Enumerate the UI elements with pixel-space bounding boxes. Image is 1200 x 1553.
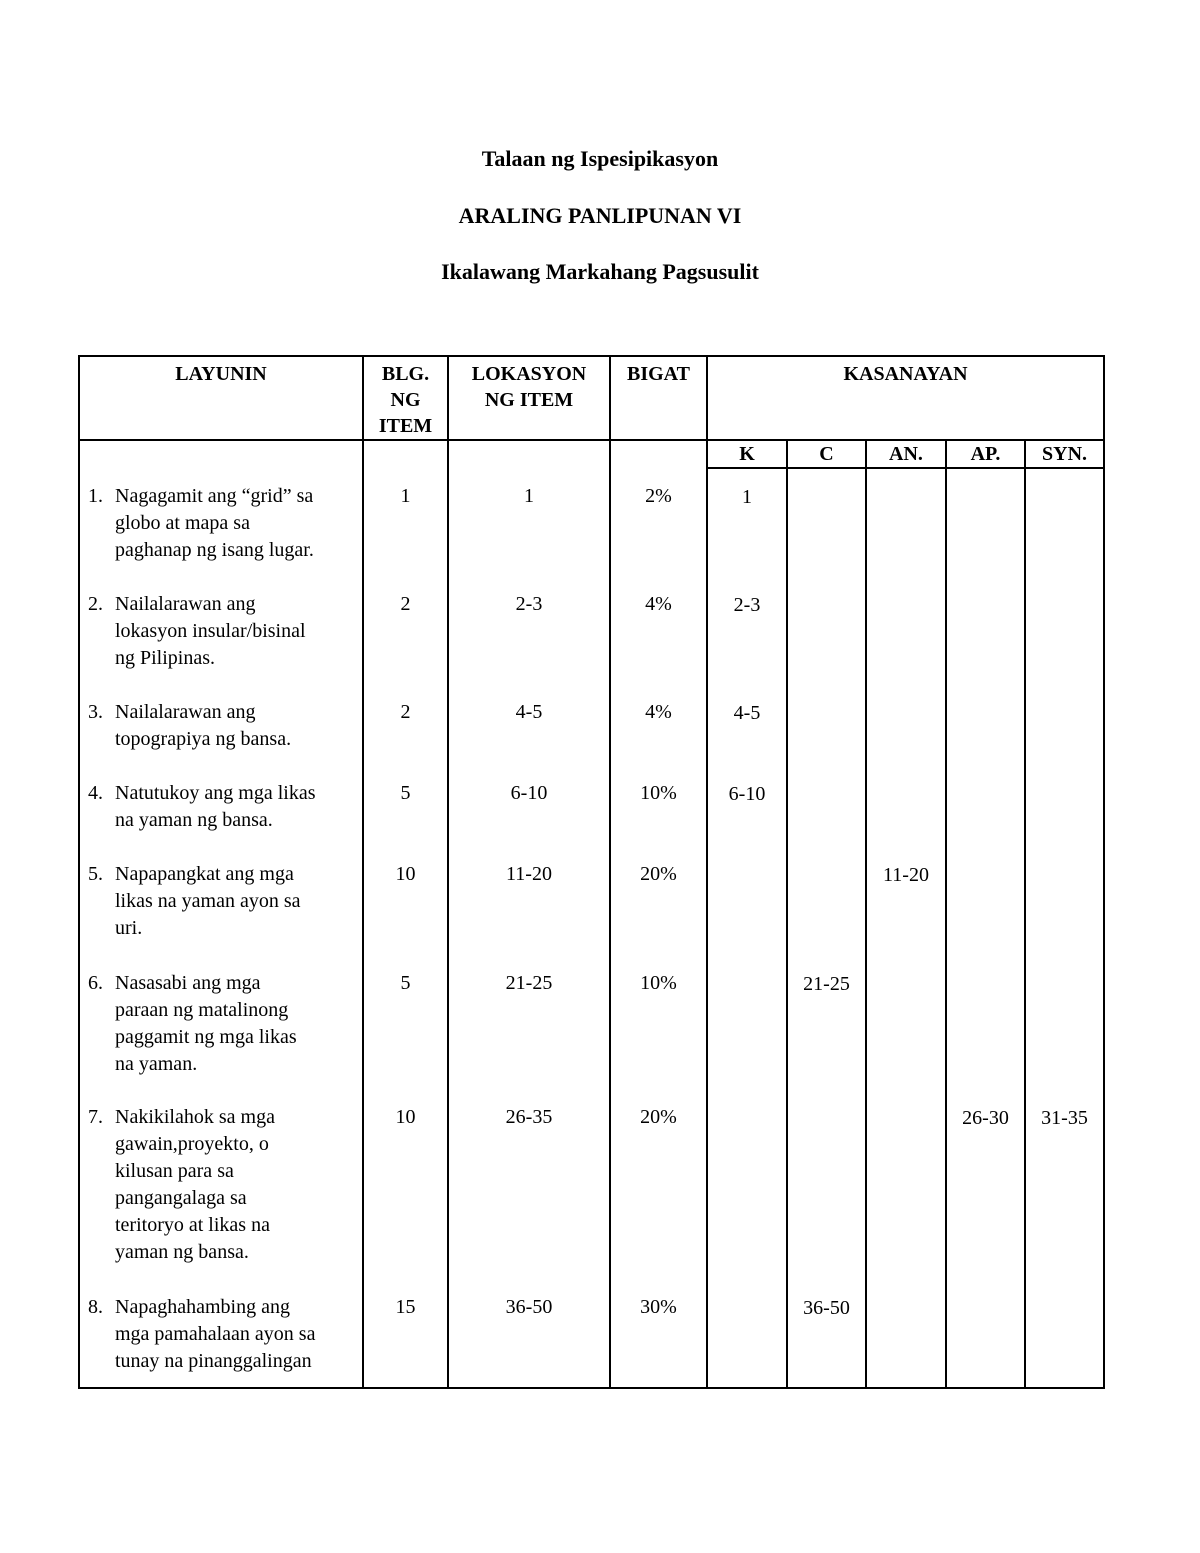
- objective-number: 2.: [88, 593, 103, 615]
- objective-line: kilusan para sa: [115, 1160, 234, 1182]
- column-header-layunin: LAYUNIN: [79, 356, 363, 440]
- objective-line: tunay na pinanggalingan: [115, 1350, 312, 1372]
- lokasyon-value: 21-25: [505, 972, 553, 994]
- objective-item: [88, 1294, 358, 1375]
- objective-line: na yaman.: [115, 1053, 198, 1075]
- objective-text: [115, 780, 358, 834]
- objective-number: 7.: [88, 1106, 103, 1128]
- syn-value: 31-35: [1041, 1107, 1088, 1129]
- k-value: 2-3: [733, 594, 761, 616]
- skill-header-an: AN.: [866, 440, 946, 468]
- bigat-column: [610, 440, 707, 1388]
- objective-line: teritoryo at likas na: [115, 1214, 270, 1236]
- objective-text: [115, 970, 358, 1078]
- document-title: Talaan ng Ispesipikasyon: [481, 146, 719, 171]
- k-column: [707, 468, 787, 1388]
- objective-number: 5.: [88, 863, 103, 885]
- lokasyon-value: 26-35: [505, 1106, 553, 1128]
- column-header-blg-ng-item: [363, 356, 448, 440]
- objective-line: Napaghahambing ang: [115, 1296, 290, 1318]
- objective-number: 3.: [88, 701, 103, 723]
- objective-text: [115, 1294, 358, 1375]
- objective-line: Nailalarawan ang: [115, 593, 256, 615]
- objective-text: [115, 483, 358, 564]
- objective-line: likas na yaman ayon sa: [115, 890, 301, 912]
- objective-item: [88, 861, 358, 942]
- skill-header-syn: SYN.: [1025, 440, 1104, 468]
- lokasyon-value: 36-50: [505, 1296, 553, 1318]
- bigat-value: 20%: [640, 1106, 677, 1128]
- objective-line: mga pamahalaan ayon sa: [115, 1323, 316, 1345]
- blg-line-2: NG: [390, 389, 421, 411]
- subject-title: ARALING PANLIPUNAN VI: [458, 203, 742, 228]
- objective-text: [115, 699, 358, 753]
- column-header-lokasyon: [448, 356, 610, 440]
- objective-text: [115, 591, 358, 672]
- blg-line-3: ITEM: [378, 415, 433, 437]
- exam-title: Ikalawang Markahang Pagsusulit: [441, 259, 759, 284]
- lokasyon-value: 11-20: [506, 863, 552, 885]
- bigat-value: 2%: [645, 485, 672, 507]
- k-value: 1: [742, 486, 752, 508]
- k-value: 6-10: [728, 783, 766, 805]
- skill-header-ap: AP.: [946, 440, 1025, 468]
- ap-column: [946, 468, 1025, 1388]
- objective-number: 1.: [88, 485, 103, 507]
- skills-header-row: [79, 440, 1104, 468]
- blg-value: 10: [395, 1106, 416, 1128]
- c-value: 36-50: [803, 1297, 850, 1319]
- objective-line: paghanap ng isang lugar.: [115, 539, 314, 561]
- lokasyon-value: 6-10: [510, 782, 548, 804]
- header-row: [79, 356, 1104, 440]
- lokasyon-line-2: NG ITEM: [484, 389, 574, 411]
- bigat-value: 10%: [640, 782, 677, 804]
- objective-line: uri.: [115, 917, 143, 939]
- objective-line: ng Pilipinas.: [115, 647, 216, 669]
- objective-line: lokasyon insular/bisinal: [115, 620, 306, 642]
- objective-number: 8.: [88, 1296, 103, 1318]
- specification-table: [78, 355, 1105, 1389]
- blg-value: 5: [400, 972, 411, 994]
- blg-value: 2: [400, 701, 411, 723]
- lokasyon-line-1: LOKASYON: [471, 363, 587, 385]
- k-value: 4-5: [733, 702, 761, 724]
- bigat-value: 30%: [640, 1296, 677, 1318]
- blg-value: 1: [400, 485, 411, 507]
- objective-item: [88, 1104, 358, 1266]
- an-value: 11-20: [883, 864, 929, 886]
- blg-line-1: BLG.: [381, 363, 430, 385]
- blg-value: 15: [395, 1296, 416, 1318]
- an-column: [866, 468, 946, 1388]
- column-header-kasanayan: KASANAYAN: [707, 356, 1104, 440]
- objective-item: [88, 699, 358, 753]
- objective-item: [88, 483, 358, 564]
- objective-line: gawain,proyekto, o: [115, 1133, 269, 1155]
- ap-value: 26-30: [962, 1107, 1009, 1129]
- objective-text: [115, 1104, 358, 1266]
- column-header-bigat: BIGAT: [610, 356, 707, 440]
- bigat-value: 4%: [645, 593, 672, 615]
- objective-line: topograpiya ng bansa.: [115, 728, 292, 750]
- lokasyon-column: [448, 440, 610, 1388]
- objective-line: Nasasabi ang mga: [115, 972, 261, 994]
- lokasyon-value: 1: [524, 485, 534, 507]
- objective-line: Nagagamit ang “grid” sa: [115, 485, 314, 507]
- objective-line: Napapangkat ang mga: [115, 863, 294, 885]
- bigat-value: 20%: [640, 863, 677, 885]
- objective-line: globo at mapa sa: [115, 512, 250, 534]
- skill-header-k: K: [707, 440, 787, 468]
- objective-number: 4.: [88, 782, 103, 804]
- bigat-value: 10%: [640, 972, 677, 994]
- objective-line: yaman ng bansa.: [115, 1241, 249, 1263]
- blg-column: [363, 440, 448, 1388]
- c-value: 21-25: [803, 973, 850, 995]
- objective-line: Nakikilahok sa mga: [115, 1106, 275, 1128]
- layunin-column: [79, 440, 363, 1388]
- skill-header-c: C: [787, 440, 866, 468]
- objective-item: [88, 591, 358, 672]
- bigat-value: 4%: [645, 701, 672, 723]
- blg-value: 2: [400, 593, 411, 615]
- objective-item: [88, 780, 358, 834]
- lokasyon-value: 4-5: [515, 701, 543, 723]
- objective-line: pangangalaga sa: [115, 1187, 247, 1209]
- objective-item: [88, 970, 358, 1078]
- objective-number: 6.: [88, 972, 103, 994]
- c-column: [787, 468, 866, 1388]
- objective-text: [115, 861, 358, 942]
- objective-line: paggamit ng mga likas: [115, 1026, 297, 1048]
- blg-value: 5: [400, 782, 411, 804]
- objective-line: na yaman ng bansa.: [115, 809, 273, 831]
- lokasyon-value: 2-3: [515, 593, 543, 615]
- syn-column: [1025, 468, 1104, 1388]
- objective-line: paraan ng matalinong: [115, 999, 289, 1021]
- objective-line: Natutukoy ang mga likas: [115, 782, 316, 804]
- objective-line: Nailalarawan ang: [115, 701, 256, 723]
- blg-value: 10: [395, 863, 416, 885]
